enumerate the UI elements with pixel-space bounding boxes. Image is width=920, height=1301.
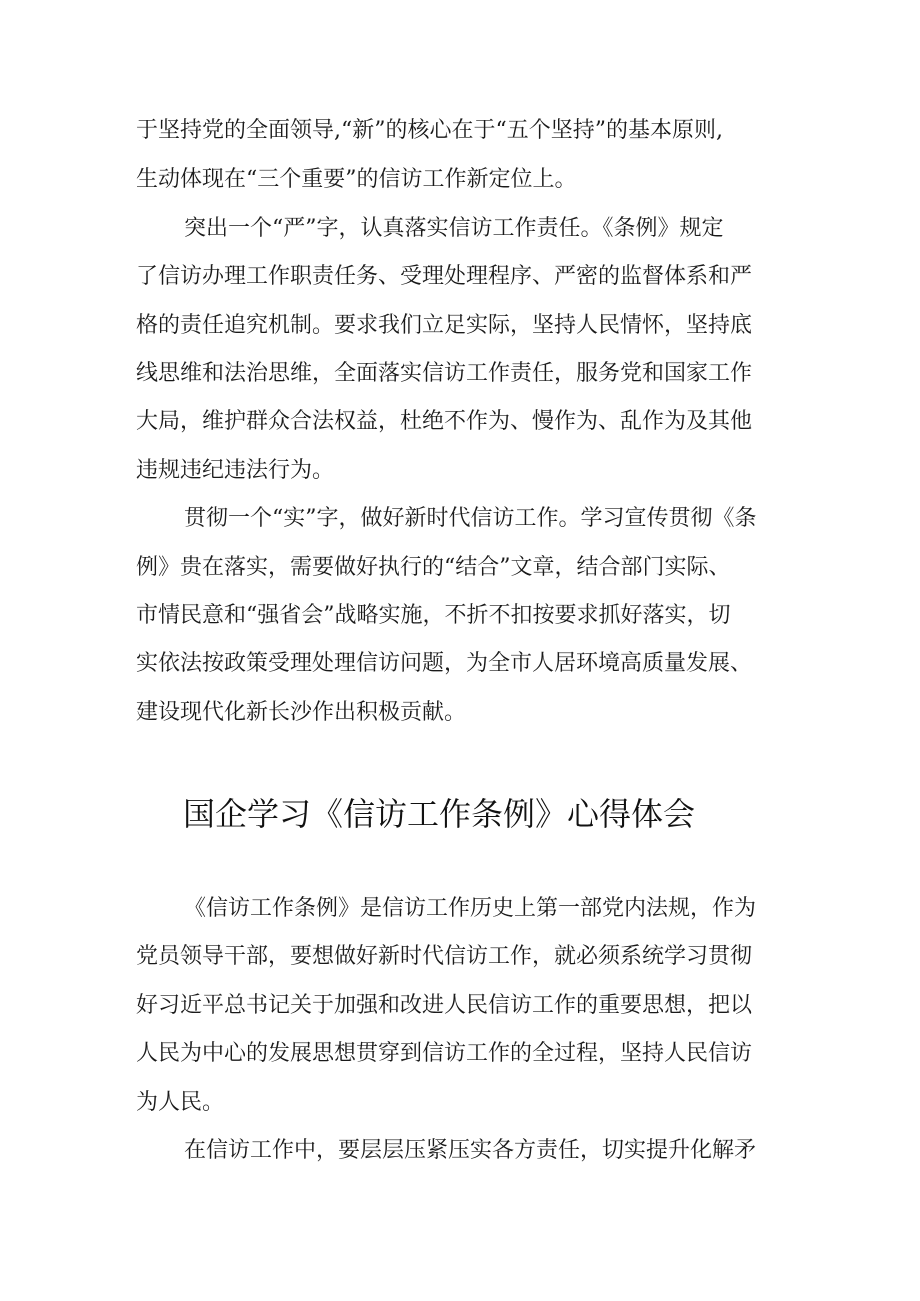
paragraph-first-line: 《信访工作条例》是信访工作历史上第一部党内法规，作为 [184,896,757,921]
body-text-line: 于坚持党的全面领导,“新”的核心在于“五个坚持”的基本原则, [136,118,723,143]
body-text-line: 好习近平总书记关于加强和改进人民信访工作的重要思想，把以 [136,993,753,1018]
paragraph-first-line: 贯彻一个“实”字，做好新时代信访工作。学习宣传贯彻《条 [184,506,757,531]
body-text-line: 市情民意和“强省会”战略实施，不折不扣按要求抓好落实，切 [136,603,731,628]
body-text-line: 生动体现在“三个重要”的信访工作新定位上。 [136,167,577,192]
paragraph-first-line: 突出一个“严”字，认真落实信访工作责任。《条例》规定 [184,216,724,241]
body-text-line: 建设现代化新长沙作出积极贡献。 [136,700,467,725]
body-text-line: 实依法按政策受理处理信访问题，为全市人居环境高质量发展、 [136,651,753,676]
body-text-line: 违规违纪违法行为。 [136,458,335,483]
body-text-line: 大局，维护群众合法权益，杜绝不作为、慢作为、乱作为及其他 [136,409,753,434]
body-text-line: 为人民。 [136,1090,225,1115]
body-text-line: 了信访办理工作职责任务、受理处理程序、严密的监督体系和严 [136,264,753,289]
body-text-line: 党员领导干部，要想做好新时代信访工作，就必须系统学习贯彻 [136,944,753,969]
section-title: 国企学习《信访工作条例》心得体会 [183,795,696,833]
body-text-line: 线思维和法治思维，全面落实信访工作责任，服务党和国家工作 [136,361,753,386]
body-text-line: 格的责任追究机制。要求我们立足实际，坚持人民情怀，坚持底 [136,313,753,338]
body-text-line: 人民为中心的发展思想贯穿到信访工作的全过程，坚持人民信访 [136,1041,753,1066]
body-text-line: 例》贵在落实，需要做好执行的“结合”文章，结合部门实际、 [136,555,731,580]
paragraph-first-line: 在信访工作中，要层层压紧压实各方责任，切实提升化解矛 [184,1138,757,1163]
